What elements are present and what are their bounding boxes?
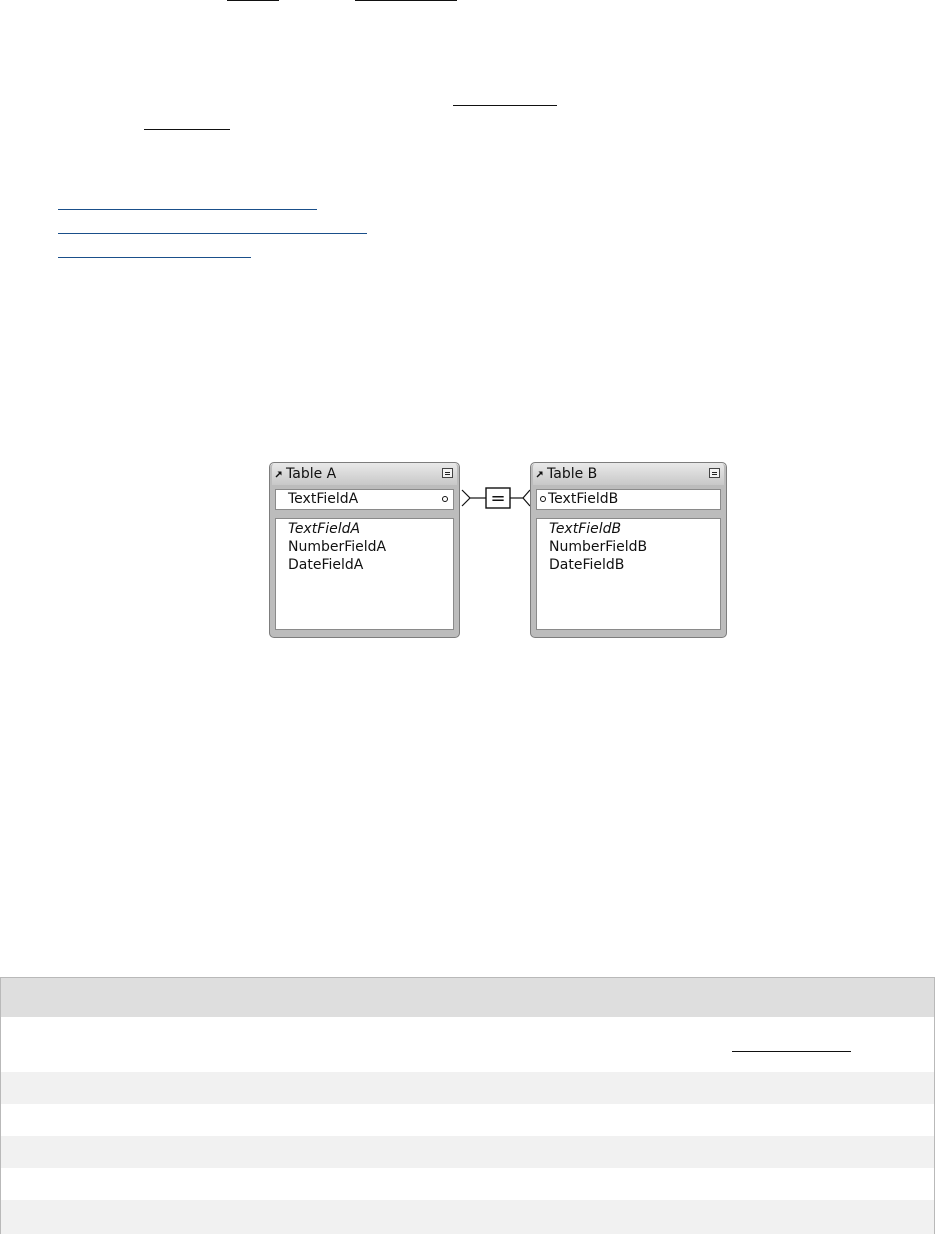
- table-a-title: Table A: [286, 466, 337, 482]
- underline-text-cell[interactable]: [732, 1051, 851, 1052]
- table-row: [1, 1072, 934, 1104]
- relationship-connector[interactable]: [460, 484, 532, 512]
- field-item[interactable]: TextFieldA: [288, 521, 361, 537]
- external-link-icon: [535, 469, 545, 479]
- match-point-icon: [540, 496, 546, 502]
- table-a-header[interactable]: [272, 463, 457, 485]
- match-point-icon: [442, 496, 448, 502]
- table-a-key-field[interactable]: [275, 489, 454, 510]
- table-b-field-list[interactable]: [536, 518, 721, 630]
- many-crowfoot-icon-left: [462, 490, 470, 506]
- table-b-header[interactable]: [533, 463, 724, 485]
- underline-text-2[interactable]: [355, 0, 457, 1]
- table-b-title: Table B: [547, 466, 598, 482]
- link-2[interactable]: [58, 233, 367, 234]
- link-1[interactable]: [58, 209, 317, 210]
- table-a-box[interactable]: [269, 462, 460, 638]
- underline-text-1[interactable]: [227, 0, 279, 1]
- data-table: [0, 977, 935, 1234]
- many-crowfoot-icon-right: [523, 490, 530, 506]
- table-row: [1, 1200, 934, 1234]
- table-b-key-label: TextFieldB: [548, 491, 619, 507]
- table-a-key-label: TextFieldA: [288, 491, 359, 507]
- field-item[interactable]: DateFieldB: [549, 557, 625, 573]
- table-row: [1, 1136, 934, 1168]
- table-b-key-field[interactable]: [536, 489, 721, 510]
- collapse-icon[interactable]: [709, 468, 720, 478]
- table-header-row: [1, 978, 934, 1017]
- underline-text-4[interactable]: [144, 129, 230, 130]
- table-a-field-list[interactable]: [275, 518, 454, 630]
- table-row: [1, 1104, 934, 1136]
- table-row: [1, 1017, 934, 1072]
- underline-text-3[interactable]: [453, 105, 557, 106]
- external-link-icon: [274, 469, 284, 479]
- table-b-box[interactable]: [530, 462, 727, 638]
- operator-symbol: =: [490, 488, 506, 509]
- field-item[interactable]: TextFieldB: [549, 521, 622, 537]
- field-item[interactable]: DateFieldA: [288, 557, 364, 573]
- field-item[interactable]: NumberFieldA: [288, 539, 387, 555]
- link-3[interactable]: [58, 257, 251, 258]
- collapse-icon[interactable]: [442, 468, 453, 478]
- field-item[interactable]: NumberFieldB: [549, 539, 648, 555]
- table-row: [1, 1168, 934, 1200]
